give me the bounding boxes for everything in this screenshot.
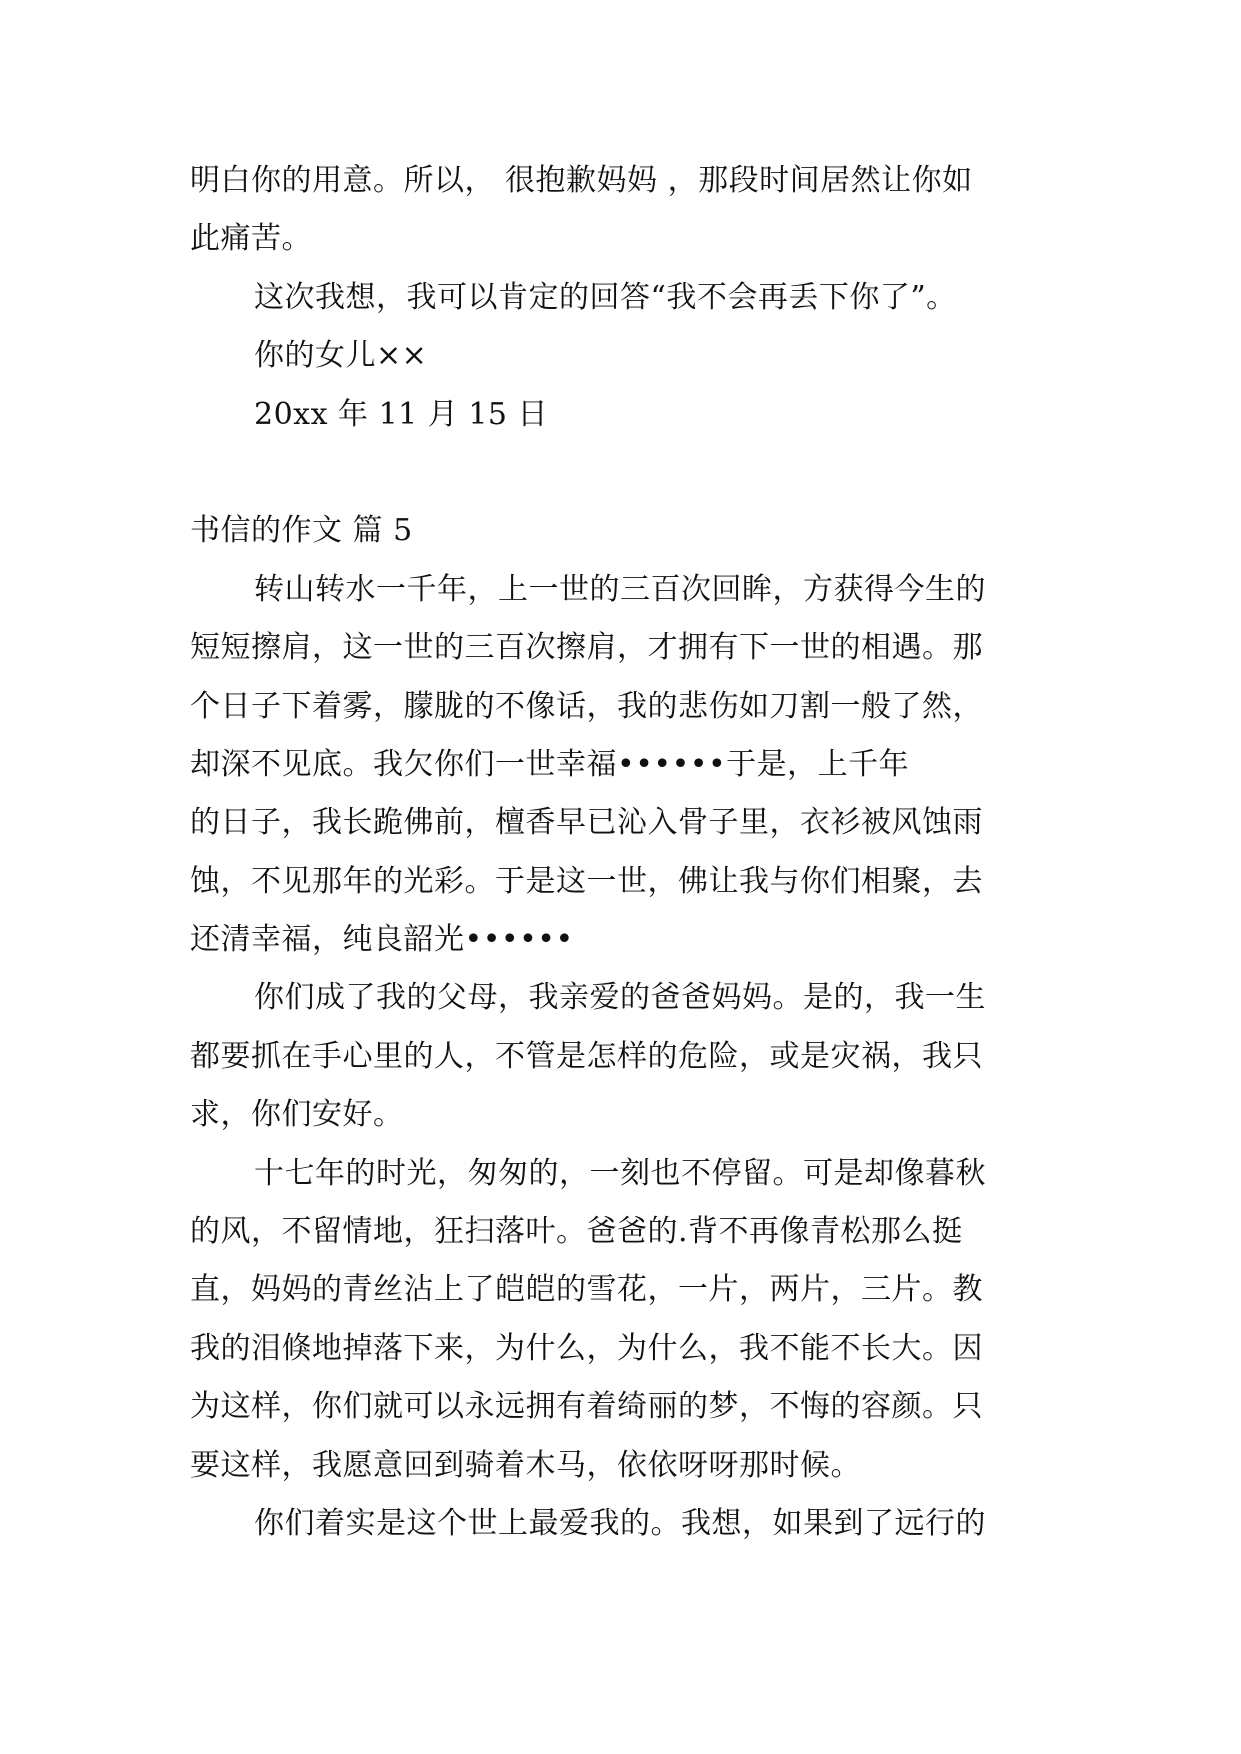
- signature: 你的女儿××: [254, 338, 428, 374]
- text-line: 明白你的用意。所以， 很抱歉妈妈 ，那段时间居然让你如: [190, 163, 973, 198]
- document-page: [190, 152, 1062, 1553]
- paragraph: [190, 561, 1062, 970]
- paragraph: [190, 1145, 1062, 1495]
- text-line: 此痛苦。: [190, 221, 312, 257]
- text-line: 求，你们安好。: [190, 1097, 404, 1133]
- text-line: 为这样，你们就可以永远拥有着绮丽的梦，不悔的容颜。只: [190, 1389, 983, 1425]
- text-line: 你们着实是这个世上最爱我的。我想，如果到了远行的: [254, 1505, 986, 1541]
- text-line: 还清幸福，纯良韶光••••••: [190, 922, 574, 958]
- text-line: 你们成了我的父母，我亲爱的爸爸妈妈。是的，我一生: [254, 980, 986, 1016]
- text-line: 要这样，我愿意回到骑着木马，依依呀呀那时候。: [190, 1447, 861, 1483]
- section-title: 书信的作文 篇 5: [190, 513, 413, 549]
- text-line: 的日子，我长跪佛前，檀香早已沁入骨子里，衣衫被风蚀雨: [190, 805, 983, 841]
- text-line: 都要抓在手心里的人，不管是怎样的危险，或是灾祸，我只: [190, 1038, 983, 1074]
- paragraph: [190, 1495, 1062, 1553]
- paragraph: [190, 969, 1062, 1144]
- letter-date: 20xx 年 11 月 15 日: [254, 396, 549, 432]
- text-line: 的风，不留情地，狂扫落叶。爸爸的.背不再像青松那么挺: [190, 1214, 963, 1250]
- text-line: 蚀，不见那年的光彩。于是这一世，佛让我与你们相聚，去: [190, 863, 983, 899]
- text-line: 个日子下着雾，朦胧的不像话，我的悲伤如刀割一般了然，: [190, 688, 983, 724]
- blank-line: [190, 444, 1062, 502]
- text-line: 直，妈妈的青丝沾上了皑皑的雪花，一片，两片，三片。教: [190, 1272, 983, 1308]
- text-line: 转山转水一千年，上一世的三百次回眸，方获得今生的: [254, 571, 986, 607]
- closing-line: 这次我想，我可以肯定的回答“我不会再丢下你了”。: [254, 279, 957, 315]
- text-line: 短短擦肩，这一世的三百次擦肩，才拥有下一世的相遇。那: [190, 630, 983, 666]
- text-line: 却深不见底。我欠你们一世幸福••••••于是，上千年: [190, 746, 910, 782]
- text-line: 我的泪倏地掉落下来，为什么，为什么，我不能不长大。因: [190, 1330, 983, 1366]
- text-line: 十七年的时光，匆匆的，一刻也不停留。可是却像暮秋: [254, 1155, 986, 1191]
